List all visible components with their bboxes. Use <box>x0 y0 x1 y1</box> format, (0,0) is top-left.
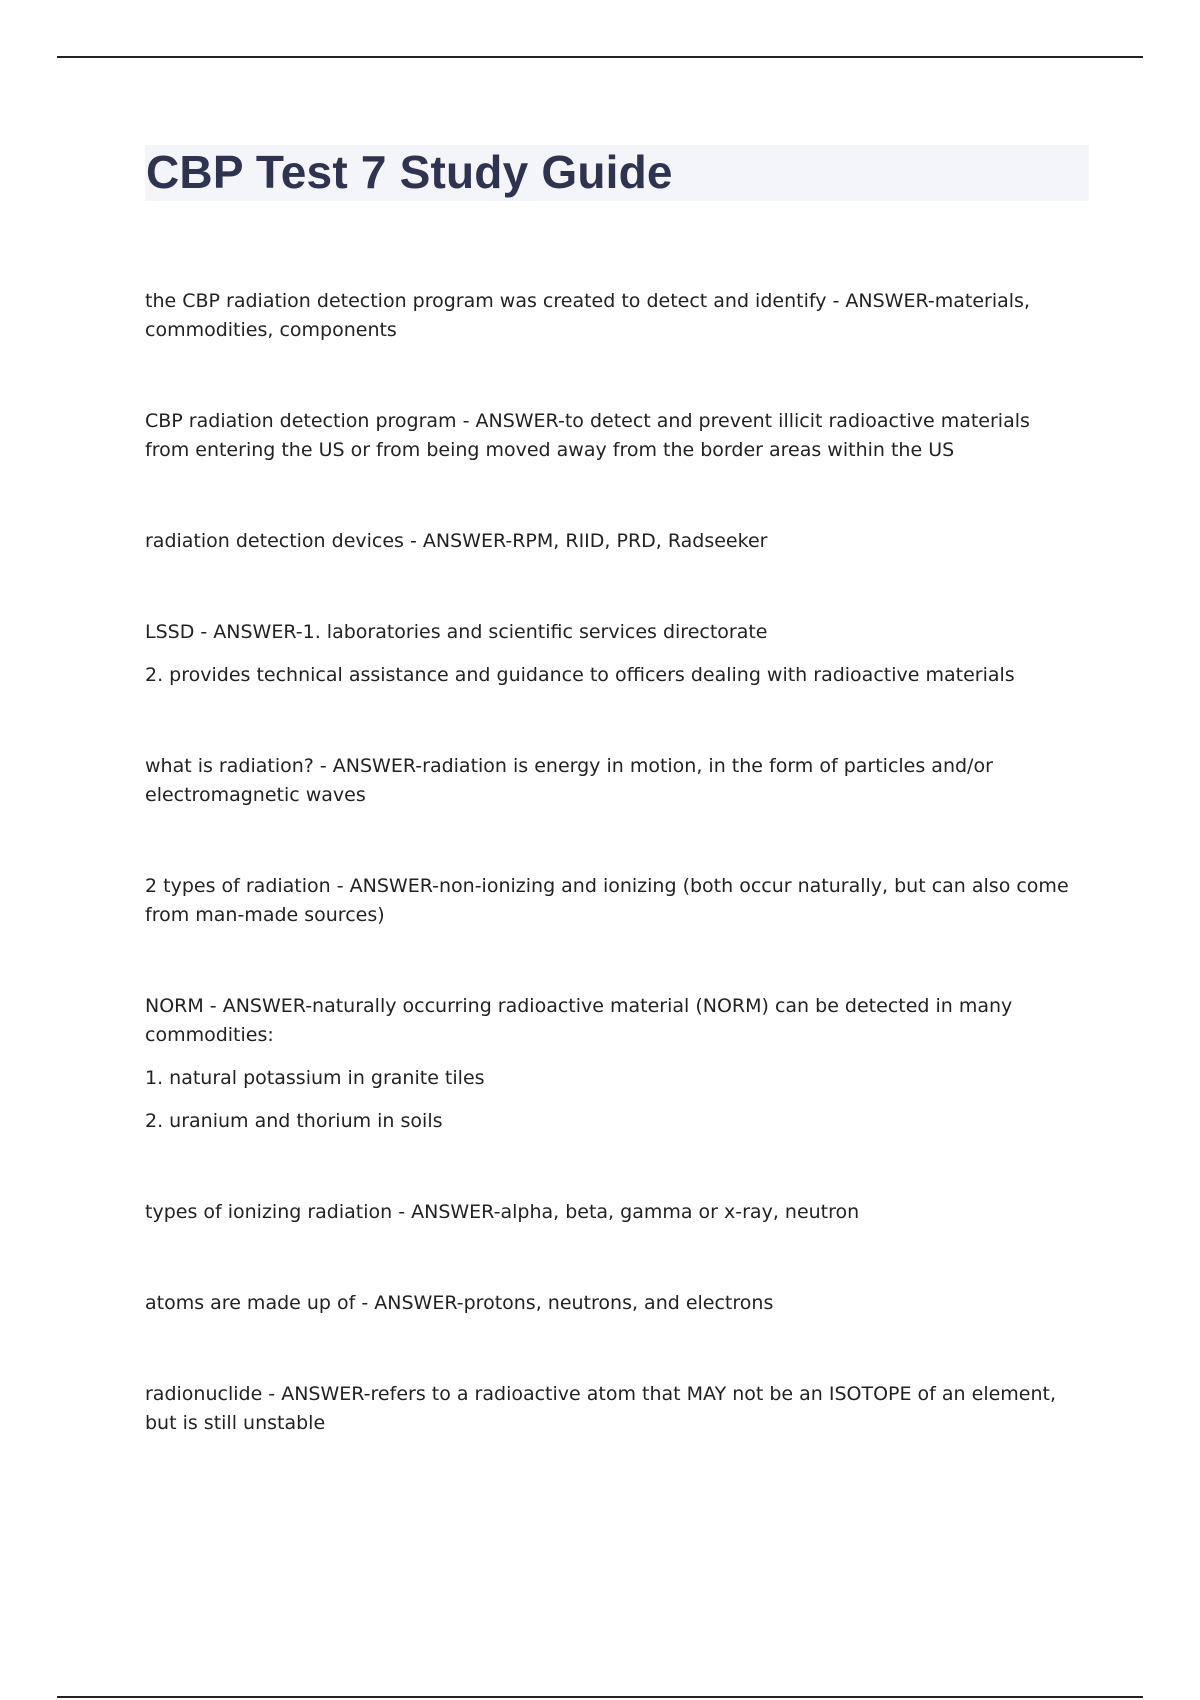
qa-line: 1. natural potassium in granite tiles <box>145 1067 485 1089</box>
qa-line: 2 types of radiation - ANSWER-non-ionizing and ionizing (both occur naturally, but can also come from man-made sources) <box>145 875 1069 926</box>
qa-line: atoms are made up of - ANSWER-protons, neutrons, and electrons <box>145 1292 774 1314</box>
qa-entry-radiation-types <box>145 872 1080 930</box>
qa-entry-program-definition <box>145 407 1080 465</box>
qa-entry-radionuclide <box>145 1380 1080 1438</box>
qa-line: 2. uranium and thorium in soils <box>145 1110 443 1132</box>
qa-line: the CBP radiation detection program was created to detect and identify - ANSWER-materials, commodities, components <box>145 290 1030 341</box>
qa-entry-norm <box>145 992 1080 1136</box>
document-body <box>145 287 1080 1500</box>
bottom-divider <box>57 1696 1143 1698</box>
qa-entry-ionizing-types <box>145 1198 1080 1227</box>
qa-line: radionuclide - ANSWER-refers to a radioactive atom that MAY not be an ISOTOPE of an element, but is still unstable <box>145 1383 1057 1434</box>
qa-entry-atoms <box>145 1289 1080 1318</box>
qa-line: CBP radiation detection program - ANSWER-to detect and prevent illicit radioactive materials from entering the US or from being moved away from the border areas within the US <box>145 410 1030 461</box>
top-divider <box>57 56 1143 58</box>
qa-entry-lssd <box>145 618 1080 690</box>
qa-line: radiation detection devices - ANSWER-RPM, RIID, PRD, Radseeker <box>145 530 768 552</box>
qa-line: types of ionizing radiation - ANSWER-alpha, beta, gamma or x-ray, neutron <box>145 1201 860 1223</box>
qa-line: what is radiation? - ANSWER-radiation is energy in motion, in the form of particles and/or electromagnetic waves <box>145 755 993 806</box>
qa-line: 2. provides technical assistance and guidance to officers dealing with radioactive materials <box>145 664 1015 686</box>
qa-line: LSSD - ANSWER-1. laboratories and scientific services directorate <box>145 621 768 643</box>
qa-entry-program-purpose <box>145 287 1080 345</box>
qa-entry-what-is-radiation <box>145 752 1080 810</box>
qa-entry-detection-devices <box>145 527 1080 556</box>
qa-line: NORM - ANSWER-naturally occurring radioactive material (NORM) can be detected in many commodities: <box>145 995 1013 1046</box>
page-title: CBP Test 7 Study Guide <box>146 146 673 198</box>
